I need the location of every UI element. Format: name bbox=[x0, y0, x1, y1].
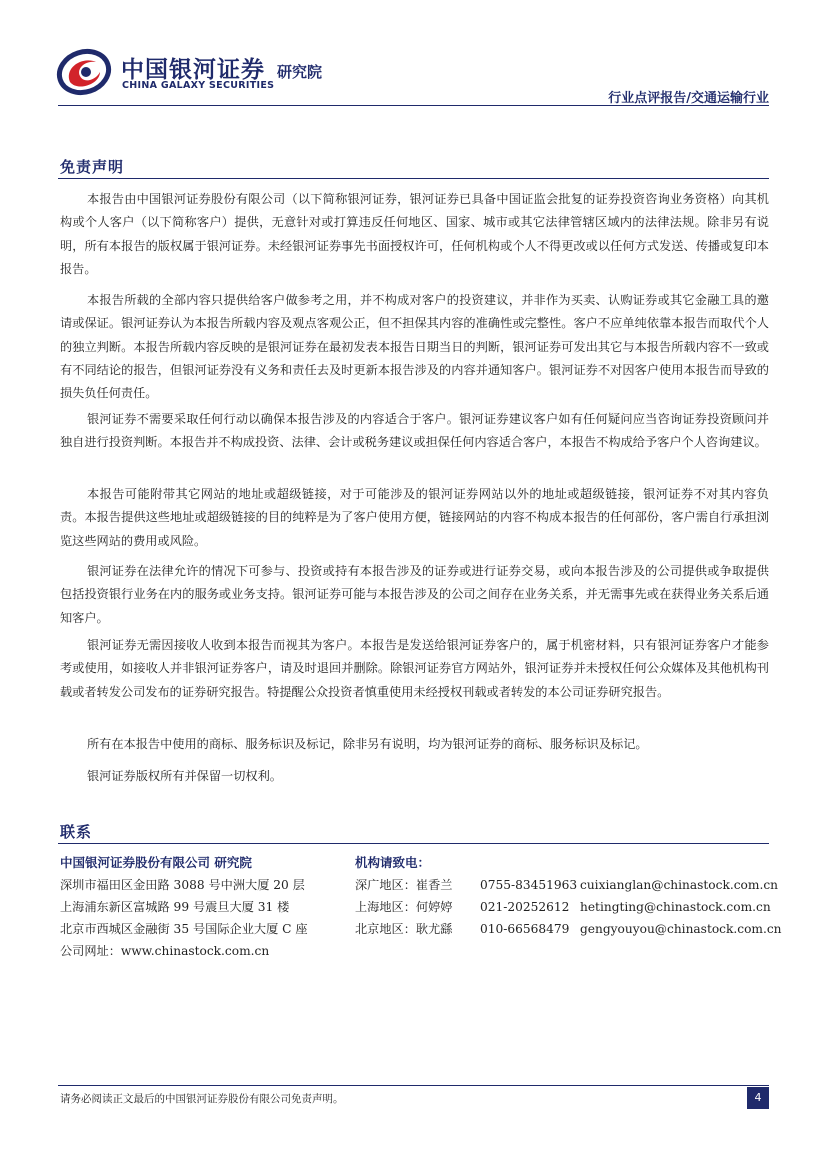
contact-email[interactable]: cuixianglan@chinastock.com.cn bbox=[580, 878, 778, 892]
contact-email[interactable]: gengyouyou@chinastock.com.cn bbox=[580, 922, 782, 936]
brand-name-cn: 中国银河证券 bbox=[121, 57, 265, 83]
disclaimer-paragraph: 银河证券无需因接收人收到本报告而视其为客户。本报告是发送给银河证券客户的，属于机密材料，只有银河证券客户才能参考或使用，如接收人并非银河证券客户，请及时退回并删除。除银河证券官方网站外，银河证券并未授权任何公众媒体及其他机构刊载或者转发公司发布的证券研究报告。特提醒公众投资者慎重使用未经授权刊载或者转发的本公司证券研究报告。 bbox=[60, 638, 769, 699]
company-name: 中国银河证券股份有限公司 研究院 bbox=[60, 855, 252, 870]
footer-disclaimer-note: 请务必阅读正文最后的中国银河证券股份有限公司免责声明。 bbox=[60, 1093, 344, 1105]
contact-row bbox=[355, 896, 782, 918]
disclaimer-title: 免责声明 bbox=[60, 158, 125, 176]
address-line: 深圳市福田区金田路 3088 号中洲大厦 20 层 bbox=[60, 878, 305, 892]
contact-row bbox=[355, 874, 782, 896]
contacts-heading: 机构请致电： bbox=[355, 855, 431, 870]
contact-title-rule bbox=[58, 843, 769, 844]
institutional-contacts-block bbox=[355, 852, 782, 940]
contact-phone: 0755-83451963 bbox=[480, 878, 578, 892]
disclaimer-paragraph: 所有在本报告中使用的商标、服务标识及标记，除非另有说明，均为银河证券的商标、服务标识及标记。 bbox=[87, 737, 648, 751]
disclaimer-paragraph: 银河证券在法律允许的情况下可参与、投资或持有本报告涉及的证券或进行证券交易，或向本报告涉及的公司提供或争取提供包括投资银行业务在内的服务或业务支持。银河证券可能与本报告涉及的公司之间存在业务关系，并无需事先或在获得业务关系后通知客户。 bbox=[60, 564, 769, 625]
report-type: 行业点评报告/交通运输行业 bbox=[608, 91, 769, 106]
company-address-block bbox=[60, 852, 308, 962]
brand-subtitle: 研究院 bbox=[277, 63, 323, 81]
contact-title: 联系 bbox=[60, 823, 93, 841]
address-line: 北京市西城区金融街 35 号国际企业大厦 C 座 bbox=[60, 922, 308, 936]
website-line[interactable]: 公司网址：www.chinastock.com.cn bbox=[60, 944, 270, 958]
contact-phone: 021-20252612 bbox=[480, 900, 570, 914]
disclaimer-paragraph: 本报告所载的全部内容只提供给客户做参考之用，并不构成对客户的投资建议，并非作为买卖、认购证券或其它金融工具的邀请或保证。银河证券认为本报告所载内容及观点客观公正，但不担保其内容的准确性或完整性。客户不应单纯依靠本报告而取代个人的独立判断。本报告所载内容反映的是银河证券在最初发表本报告日期当日的判断，银河证券可发出其它与本报告所载内容不一致或有不同结论的报告，但银河证券没有义务和责任去及时更新本报告涉及的内容并通知客户。银河证券不对因客户使用本报告而导致的损失负任何责任。 bbox=[60, 293, 769, 401]
galaxy-logo-icon bbox=[56, 48, 112, 96]
footer-divider bbox=[58, 1085, 769, 1086]
disclaimer-paragraph: 本报告由中国银河证券股份有限公司（以下简称银河证券，银河证券已具备中国证监会批复的证券投资咨询业务资格）向其机构或个人客户（以下简称客户）提供，无意针对或打算违反任何地区、国家、城市或其它法律管辖区域内的法律法规。除非另有说明，所有本报告的版权属于银河证券。未经银河证券事先书面授权许可，任何机构或个人不得更改或以任何方式发送、传播或复印本报告。 bbox=[60, 192, 769, 276]
disclaimer-title-rule bbox=[58, 178, 769, 179]
disclaimer-paragraph: 银河证券不需要采取任何行动以确保本报告涉及的内容适合于客户。银河证券建议客户如有任何疑问应当咨询证券投资顾问并独自进行投资判断。本报告并不构成投资、法律、会计或税务建议或担保任何内容适合客户，本报告不构成给予客户个人咨询建议。 bbox=[60, 412, 769, 450]
disclaimer-paragraph: 银河证券版权所有并保留一切权利。 bbox=[87, 769, 282, 783]
disclaimer-paragraph: 本报告可能附带其它网站的地址或超级链接，对于可能涉及的银河证券网站以外的地址或超级链接，银河证券不对其内容负责。本报告提供这些地址或超级链接的目的纯粹是为了客户使用方便，链接网站的内容不构成本报告的任何部份，客户需自行承担浏览这些网站的费用或风险。 bbox=[60, 487, 769, 548]
contact-row bbox=[355, 918, 782, 940]
header-divider bbox=[58, 105, 769, 106]
contact-region-name: 上海地区：何婷婷 bbox=[355, 900, 453, 914]
address-line: 上海浦东新区富城路 99 号震旦大厦 31 楼 bbox=[60, 900, 290, 914]
brand-name-en: CHINA GALAXY SECURITIES bbox=[122, 80, 275, 91]
contact-region-name: 北京地区：耿尤繇 bbox=[355, 922, 453, 936]
contact-phone: 010-66568479 bbox=[480, 922, 570, 936]
contact-email[interactable]: hetingting@chinastock.com.cn bbox=[580, 900, 771, 914]
page-number: 4 bbox=[747, 1087, 769, 1109]
contact-region-name: 深广地区：崔香兰 bbox=[355, 878, 453, 892]
